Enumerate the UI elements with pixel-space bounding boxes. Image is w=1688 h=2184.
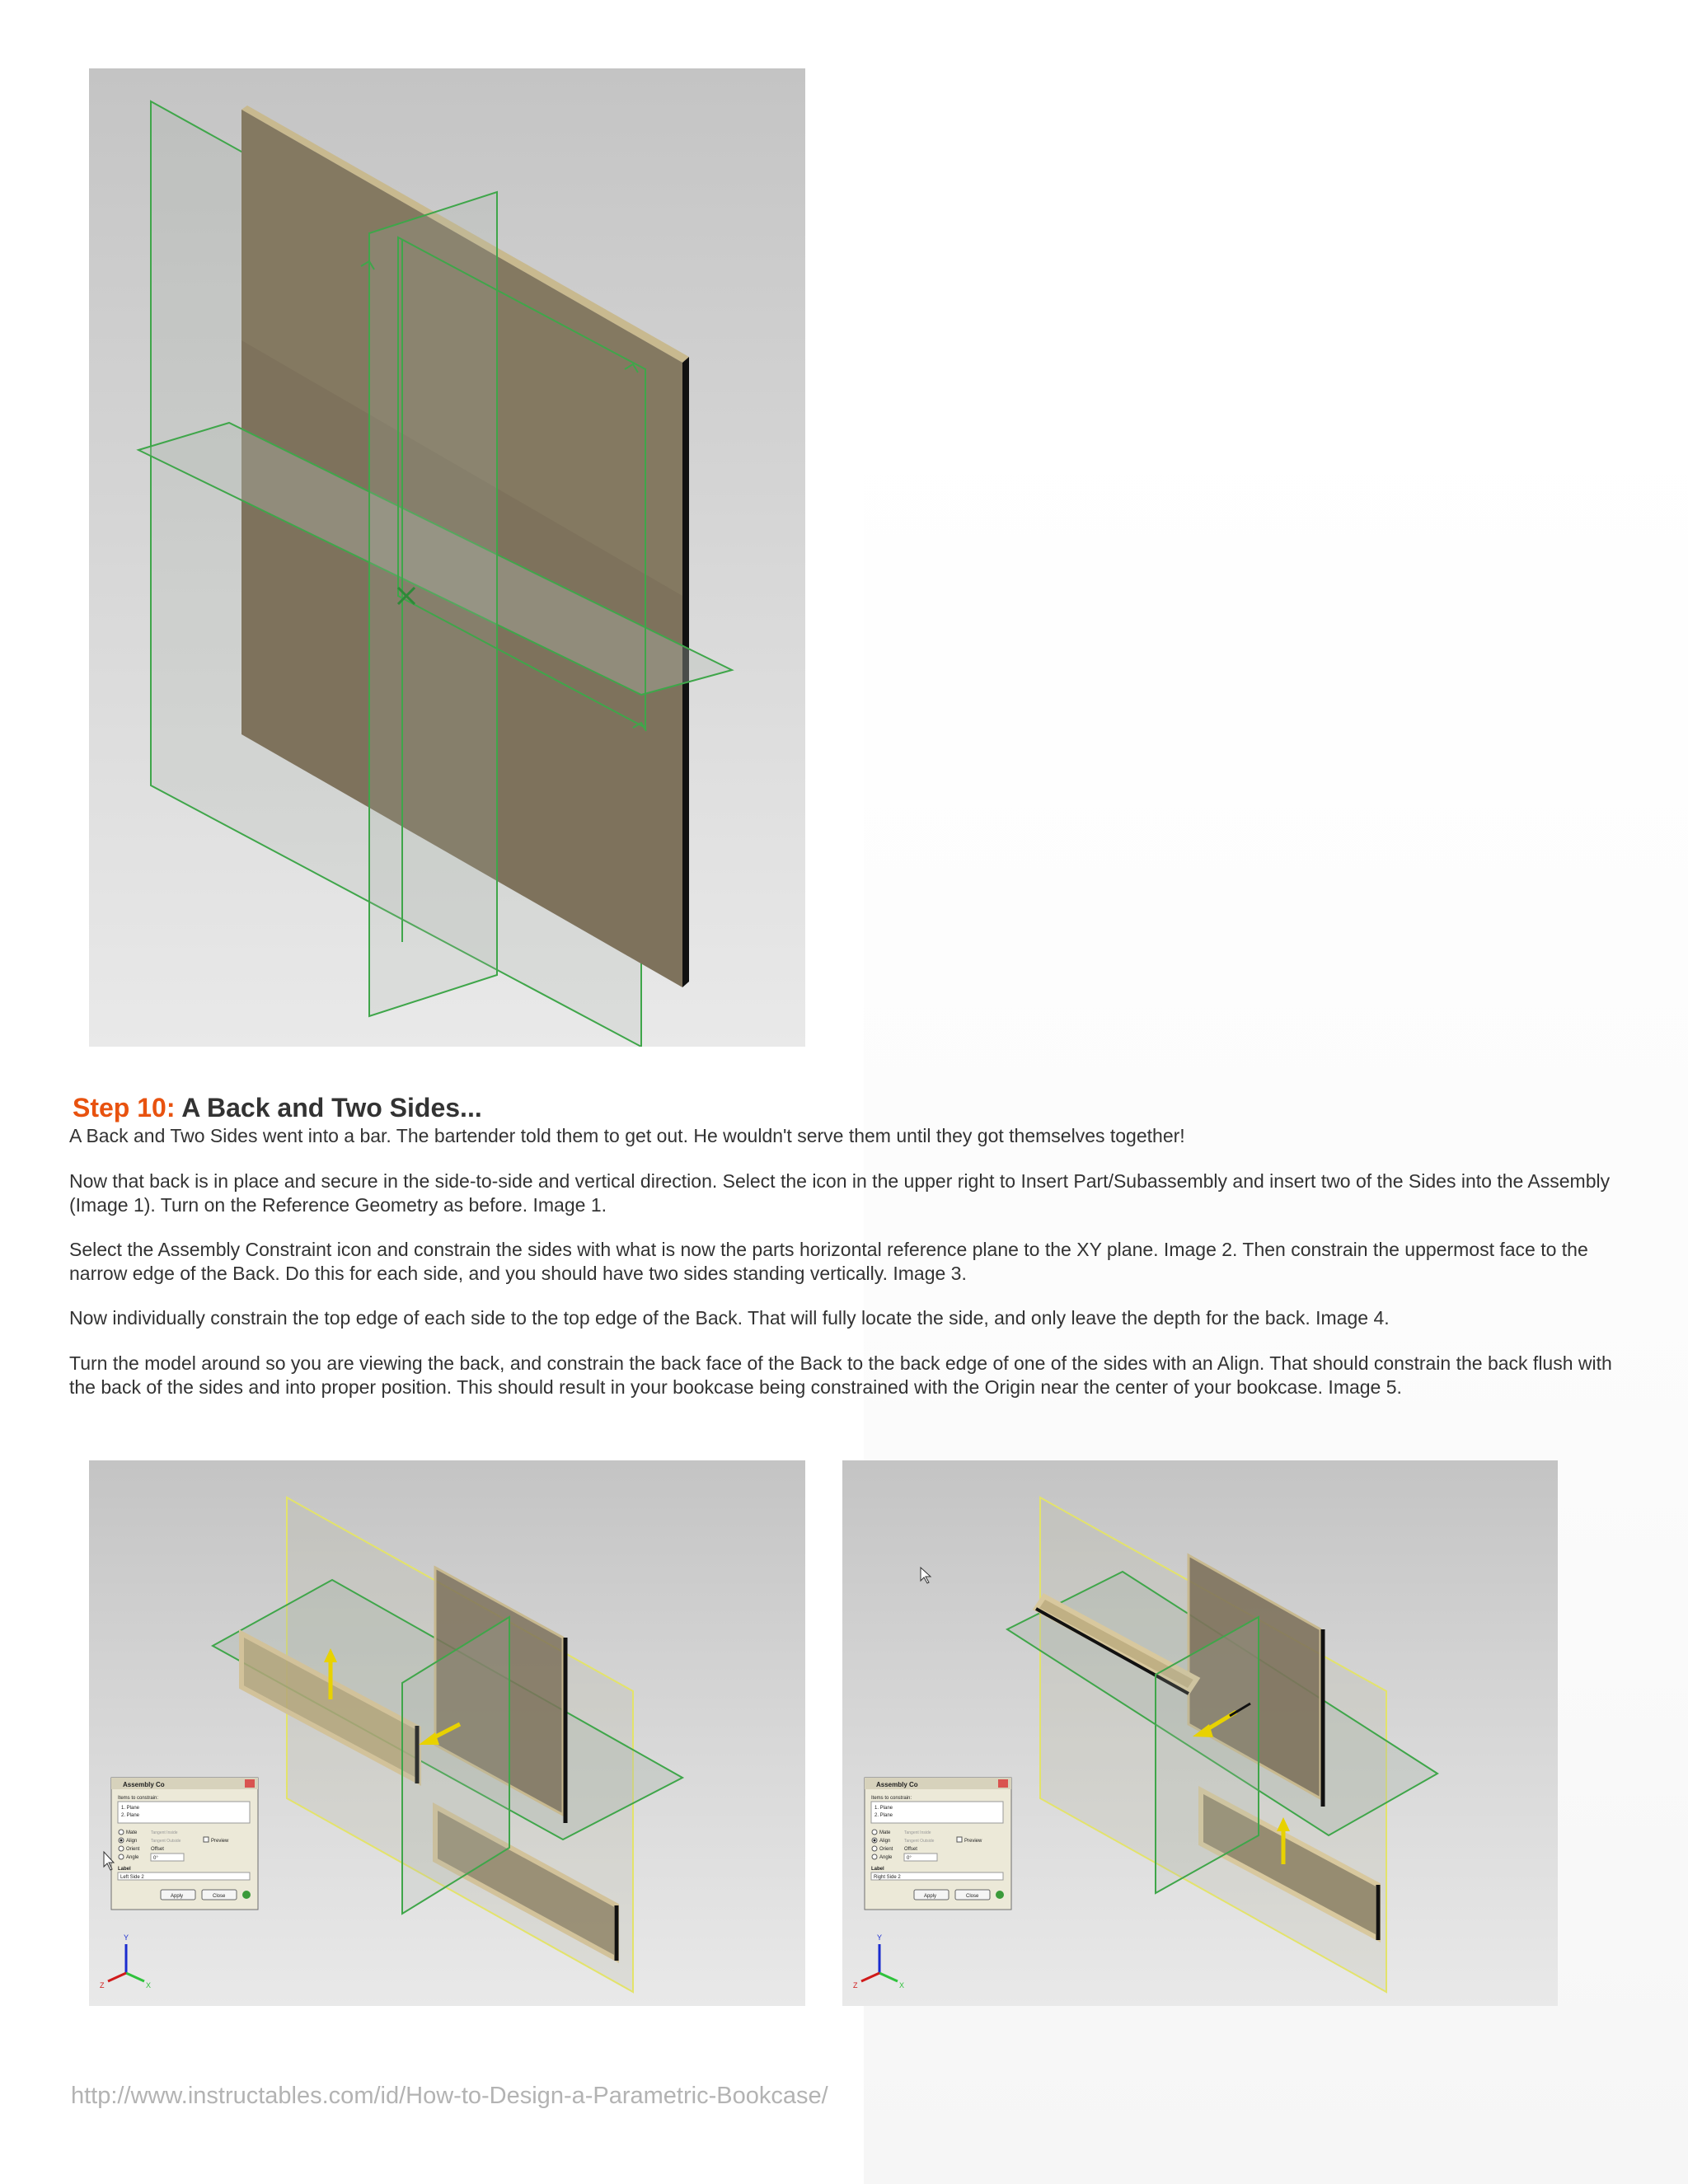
dialog-items-list (118, 1802, 250, 1823)
preview-checkbox (957, 1837, 962, 1842)
apply-button-label: Apply (924, 1894, 937, 1899)
preview-label: Preview (964, 1839, 982, 1844)
radio-orient-label: Orient (126, 1847, 140, 1852)
step-heading (73, 1093, 482, 1123)
dialog-close-button[interactable] (245, 1779, 255, 1788)
dialog-title: Assembly Co (123, 1781, 165, 1788)
radio-angle (119, 1854, 124, 1859)
mouse-cursor-icon (921, 1568, 931, 1583)
dialog-item-2: 2. Plane (121, 1813, 140, 1818)
dialog-title: Assembly Co (876, 1781, 918, 1788)
help-icon (242, 1891, 251, 1899)
radio-align-selected (874, 1840, 876, 1842)
radio-orient (872, 1846, 877, 1851)
dialog-close-button[interactable] (998, 1779, 1008, 1788)
dialog-item-1: 1. Plane (874, 1806, 893, 1811)
cad-viewport-back-panel (89, 68, 805, 1047)
radio-angle (872, 1854, 877, 1859)
radio-mate (872, 1830, 877, 1835)
radio-align-label: Align (126, 1839, 138, 1844)
label-input-value: Right Side 2 (874, 1875, 901, 1880)
apply-button-label: Apply (171, 1894, 184, 1899)
offset-label: Offset (151, 1847, 164, 1852)
radio-mate-label: Mate (879, 1830, 891, 1835)
radio-angle-label: Angle (126, 1855, 139, 1860)
preview-label: Preview (211, 1839, 229, 1844)
dialog-item-1: 1. Plane (121, 1806, 140, 1811)
paragraph-constrain-planes: Select the Assembly Constraint icon and constrain the sides with what is now the parts horizontal reference plane to the XY plane. Image 2. Then constrain the uppermost face to the narrow edge of the Back. Do this for each side, and you should have two sides standing vertically. Image 3. (69, 1239, 1588, 1284)
angle-value: 0° (153, 1856, 158, 1861)
vertical-reference-plane-front (369, 192, 497, 1016)
axis-y-label: Y (124, 1933, 129, 1942)
label-heading: Label (871, 1867, 884, 1872)
footer-source-link[interactable]: http://www.instructables.com/id/How-to-Design-a-Parametric-Bookcase/ (71, 2083, 828, 2109)
cad-viewport-left (89, 1460, 805, 2006)
paragraph-constrain-top-edges: Now individually constrain the top edge of each side to the top edge of the Back. That will fully locate the side, and only leave the depth for the back. Image 4. (69, 1307, 1390, 1329)
paragraph-joke: A Back and Two Sides went into a bar. The bartender told them to get out. He wouldn't serve them until they got themselves together! (69, 1125, 1185, 1146)
cad-image-left-side-constraint (89, 1460, 805, 2006)
assembly-constraint-dialog (111, 1778, 258, 1910)
radio-mate (119, 1830, 124, 1835)
radio-align-label: Align (879, 1839, 891, 1844)
label-input-value: Left Side 2 (120, 1875, 144, 1880)
close-button-label: Close (213, 1894, 226, 1899)
label-heading: Label (118, 1867, 131, 1872)
axis-x-label: X (899, 1981, 905, 1990)
cad-image-right-side-constraint (842, 1460, 1558, 2006)
option-tangent-inside: Tangent Inside (904, 1830, 931, 1835)
paragraph-align-back: Turn the model around so you are viewing the back, and constrain the back face of the Back to the back edge of one of the sides with an Align. That should constrain the back flush with the back of the sides and into proper position. This should result in your bookcase being constrained with the Origin near the center of your bookcase. Image 5. (69, 1352, 1612, 1398)
axis-x-label: X (146, 1981, 152, 1990)
radio-mate-label: Mate (126, 1830, 138, 1835)
axis-triad-icon (853, 1933, 904, 1990)
radio-orient (119, 1846, 124, 1851)
step-number: Step 10: (73, 1093, 176, 1122)
radio-orient-label: Orient (879, 1847, 893, 1852)
assembly-constraint-dialog (865, 1778, 1011, 1910)
cad-viewport-right (842, 1460, 1558, 2006)
dialog-items-list (871, 1802, 1003, 1823)
axis-triad-icon (100, 1933, 151, 1990)
axis-y-label: Y (877, 1933, 883, 1942)
step-title: A Back and Two Sides... (181, 1093, 482, 1122)
preview-checkbox (204, 1837, 209, 1842)
option-tangent-outside: Tangent Outside (904, 1839, 935, 1844)
radio-align-selected (120, 1840, 123, 1842)
paragraph-insert-sides: Now that back is in place and secure in the side-to-side and vertical direction. Select the icon in the upper right to Insert Part/Subassembly and insert two of the Sides into the Assembly (Image 1). Turn on the Reference Geometry as before. Image 1. (69, 1170, 1611, 1216)
dialog-items-label: Items to constrain: (118, 1796, 159, 1801)
axis-z-label: Z (100, 1981, 105, 1990)
axis-z-label: Z (853, 1981, 858, 1990)
option-tangent-inside: Tangent Inside (151, 1830, 178, 1835)
angle-value: 0° (907, 1856, 912, 1861)
cad-image-back-panel (89, 68, 805, 1047)
dialog-item-2: 2. Plane (874, 1813, 893, 1818)
dialog-items-label: Items to constrain: (871, 1796, 912, 1801)
option-tangent-outside: Tangent Outside (151, 1839, 181, 1844)
close-button-label: Close (966, 1894, 979, 1899)
offset-label: Offset (904, 1847, 917, 1852)
radio-angle-label: Angle (879, 1855, 893, 1860)
help-icon (996, 1891, 1004, 1899)
